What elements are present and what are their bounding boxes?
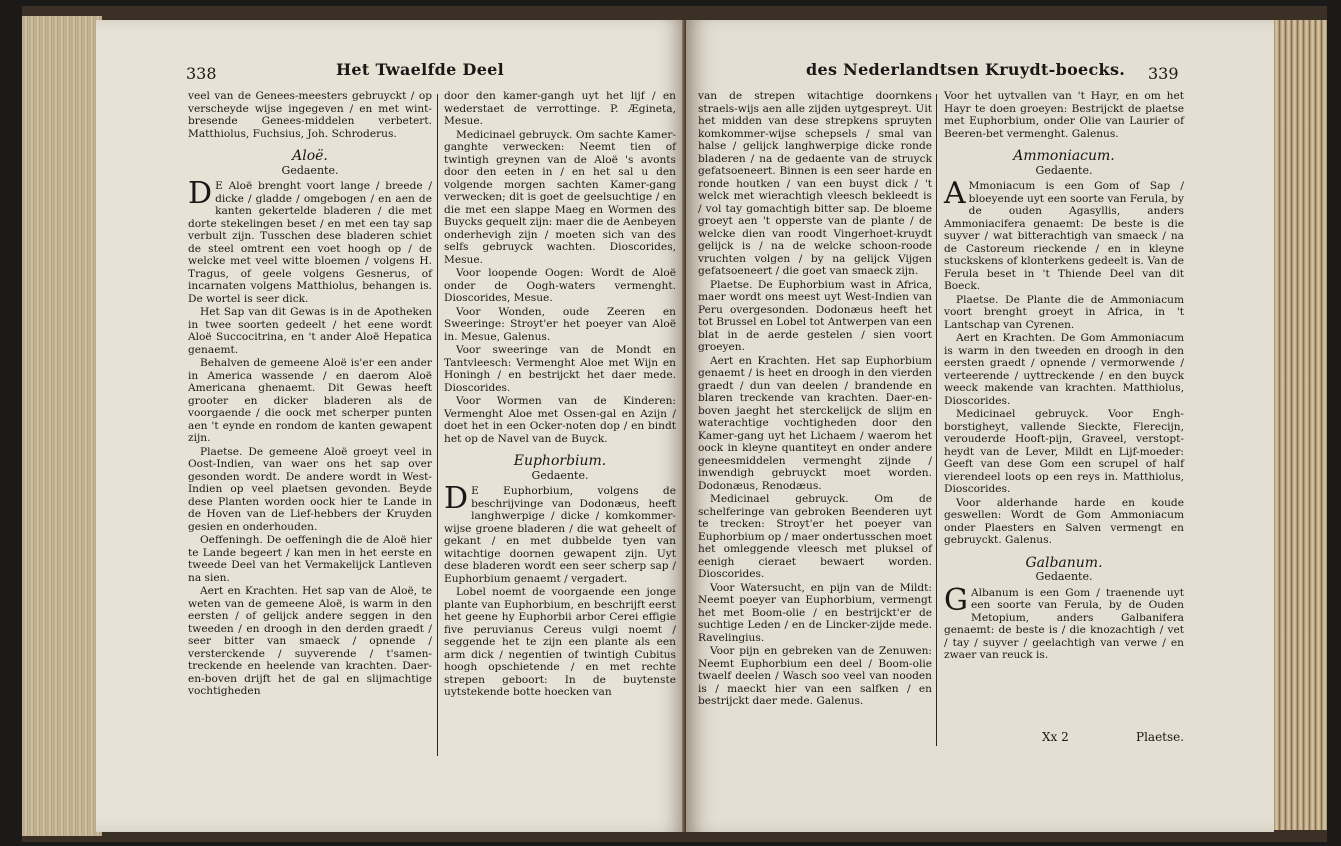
running-head-left: Het Twaelfde Deel [336,60,505,79]
right-column-2 [944,90,1184,663]
section-heading-galbanum: Galbanum. [1025,554,1103,571]
paragraph: Aert en Krachten. Het sap van de Aloë, te weten van de gemeene Aloë, is warm in den eersten / of gelijck andere seggen in den tweeden / en droogh in den derden graedt / seer bitter van smaeck / opnende / versterckende / suyverende / t'samen-treckende en heelende van krachten. Daer-en-boven drijft het de gal en slijmachtige vochtigheden [188,585,432,697]
paragraph: Plaetse. De gemeene Aloë groeyt veel in Oost-Indien, van waer ons het sap over gesonden wordt. De andere wordt in West-Indien op veel plaetsen gevonden. Beyde dese Planten worden oock hier te Lande in de Hoven van de Lief-hebbers der Kruyden gesien en onderhouden. [188,445,432,533]
subheading: Gedaente. [1035,570,1093,583]
column-rule [437,94,438,756]
catchword: Plaetse. [1136,730,1185,744]
paragraph: Medicinael gebruyck. Om de schelferinge van gebroken Beenderen uyt te trecken: Stroyt'er het poeyer van Euphorbium op / maer ondertusschen moet het omleggende vleesch met pluksel of eenigh cieraet bewaert worden. Dioscorides. [698,493,932,580]
paragraph: Aert en Krachten. De Gom Ammoniacum is warm in den tweeden en droogh in den eersten graedt / opnende / vermorwende / verteerende / uyttreckende / en den buyck weeck makende van krachten. Matthiolus, Dioscorides. [944,332,1184,407]
subheading: Gedaente. [1035,163,1093,177]
page-edges-left [22,16,102,836]
left-column-1 [188,90,432,699]
paragraph: Voor alderhande harde en koude geswellen: Wordt de Gom Ammoniacum onder Plaesters en Salven vermengt en gebruyckt. Galenus. [944,496,1184,546]
page-number-right: 339 [1148,64,1179,83]
right-page [686,20,1274,832]
left-page [96,20,686,832]
paragraph: veel van de Genees-meesters gebruyckt / op verscheyde wijse ingegeven / en met wint-bresende Genees-middelen verbetert. Matthiolus, Fuchsius, Joh. Schroderus. [188,90,432,140]
paragraph: Voor Wormen van de Kinderen: Vermenght Aloe met Ossen-gal en Azijn / doet het in een Ocker-noten dop / en bindt het op de Navel van de Buyck. [444,395,676,445]
paragraph: Voor loopende Oogen: Wordt de Aloë onder de Oogh-waters vermenght. Dioscorides, Mesue. [444,267,676,304]
subheading: Gedaente. [281,163,339,177]
paragraph: van de strepen witachtige doornkens straels-wijs aen alle zijden uytgespreyt. Uit het midden van dese strepkens spruyten komkommer-wijse schepsels / smal van halse / gelijck langhwerpige dicke ronde bladeren / na de gedaente van de struyck gefatsoeneert. Binnen is een seer harde en ronde houtken / van een buyst dick / 't welck met wierachtigh vleesch bekleedt is / vol tay gomachtigh bitter sap. De bloeme groeyt aen 't opperste van de plante / de welcke dien van roodt Vingerhoet-kruydt gelijck is / na de welcke schoon-roode vruchten volgen / by na gelijck Vijgen gefatsoeneert / die goet van smaeck zijn. [698,90,932,277]
page-number-left: 338 [186,64,217,83]
paragraph: Medicinael gebruyck. Om sachte Kamer-ganghte verwecken: Neemt tien of twintigh greynen van de Aloë 's avonts door den eeten in / en het sal u den volgende morgen sachten Kamer-gang verwecken; dit is goet de geelsuchtige / en die met een slappe Maeg en Wormen des Buycks gequelt zijn: maer die de Aenbeyen onderhevigh zijn / moeten sich van des selfs gebruyck wachten. Dioscorides, Mesue. [444,128,676,266]
paragraph: Albanum is een Gom / traenende uyt een soorte van Ferula, by de Ouden Metopium, anders Galbanifera genaemt: de beste is / die knozachtigh / vet / tay / suyver / geelachtigh van verwe / en zwaer van reuck is. [944,586,1184,661]
column-rule [936,94,937,746]
paragraph: Voor Wonden, oude Zeeren en Sweeringe: Stroyt'er het poeyer van Aloë in. Mesue, Galenus. [444,305,676,343]
paragraph: Mmoniacum is een Gom of Sap / bloeyende uyt een soorte van Ferula, by de ouden Agasyllis, anders Ammoniacifera genaemt: De beste is die suyver / wat bitterachtigh van smaeck / na de Castoreum rieckende / en in kleyne stuckskens of klonterkens gedeelt is. Van de Ferula beset in 't Thiende Deel van dit Boeck. [944,180,1184,292]
section-heading-aloe: Aloë. [292,148,328,164]
paragraph: E Aloë brenght voort lange / breede / dicke / gladde / omgebogen / en aen de kanten gekertelde bladeren / die met dorte stekelingen beset / en met een tay sap verbult zijn. Tusschen dese bladeren schiet de steel omtrent een voet hoogh op / de welcke met veel witte bloemen / volgens H. Tragus, of geele volgens Gesnerus, of incarnaten volgens Matthiolus, behangen is. De wortel is seer dick. [188,180,432,305]
drop-cap: D [444,481,469,516]
paragraph: Plaetse. De Plante die de Ammoniacum voort brenght groeyt in Africa, in 't Lantschap van Cyrenen. [944,293,1184,331]
paragraph: door den kamer-gangh uyt het lijf / en wederstaet de verrottinge. P. Ægineta, Mesue. [444,90,676,127]
left-column-2 [444,90,676,700]
paragraph: E Euphorbium, volgens de beschrijvinge van Dodonæus, heeft langhwerpige / dicke / komkommer-wijse groene bladeren / die wat geheelt of gekant / en met dubbelde tyen van witachtige doornen gewapent zijn. Uyt dese bladeren wordt een seer scherp sap / Euphorbium genaemt / vergadert. [444,485,676,585]
section-heading-ammoniacum: Ammoniacum. [1013,148,1115,164]
signature-mark: Xx 2 [1042,730,1069,744]
paragraph: Behalven de gemeene Aloë is'er een ander in America wassende / en daerom Aloë Americana ghenaemt. Dit Gewas heeft grooter en dicker bladeren als de voorgaende / die oock met scherper punten aen 't eynde en rondom de kanten gewapent zijn. [188,357,432,444]
drop-cap: D [188,176,213,211]
paragraph: Voor het uytvallen van 't Hayr, en om het Hayr te doen groeyen: Bestrijckt de plaetse met Euphorbium, onder Olie van Laurier of Beeren-bet vermenght. Galenus. [944,90,1184,140]
section-heading-euphorbium: Euphorbium. [513,453,607,469]
paragraph: Voor sweeringe van de Mondt en Tantvleesch: Vermenght Aloe met Wijn en Honingh / en bestrijckt het daer mede. Dioscorides. [444,344,676,394]
book [22,6,1327,842]
drop-cap: G [944,582,968,618]
right-column-1 [698,90,932,709]
paragraph: Plaetse. De Euphorbium wast in Africa, maer wordt ons meest uyt West-Indien van Peru overgesonden. Dodonæus heeft het tot Brussel en Lobel tot Antwerpen van een blat in de aerde gestelen / sien voort groeyen. [698,278,932,353]
paragraph: Voor pijn en gebreken van de Zenuwen: Neemt Euphorbium een deel / Boom-olie twaelf deelen / Wasch soo veel van nooden is / maeckt hier van een salfken / en bestrijckt daer mede. Galenus. [698,645,932,707]
subheading: Gedaente. [531,468,589,482]
paragraph: Aert en Krachten. Het sap Euphorbium genaemt / is heet en droogh in den vierden graedt / dun van deelen / brandende en blaren treckende van krachten. Daer-en-boven jaeght het sterckelijck de slijm en waterachtige vochtigheden door den Kamer-gang uyt het Lichaem / waerom het oock in kleyne quantiteyt en onder andere geneesmiddelen vermenght zijnde / inwendigh gebruyckt moet worden. Dodonæus, Renodæus. [698,354,932,492]
paragraph: Medicinael gebruyck. Voor Engh-borstigheyt, vallende Sieckte, Flerecijn, verouderde Hooft-pijn, Graveel, verstopt-heydt van de Lever, Mildt en Lijf-moeder: Geeft van dese Gom een scrupel of half vierendeel loots op een reys in. Matthiolus, Dioscorides. [944,408,1184,495]
page-edges-right [1267,20,1327,830]
drop-cap: A [944,176,966,211]
paragraph: Oeffeningh. De oeffeningh die de Aloë hier te Lande begeert / kan men in het eerste en tweede Deel van het Vermakelijck Lantleven na sien. [188,534,432,584]
paragraph: Het Sap van dit Gewas is in de Apotheken in twee soorten gedeelt / het eene wordt Aloë Succocitrina, en 't ander Aloë Hepatica genaemt. [188,306,432,356]
paragraph: Voor Watersucht, en pijn van de Mildt: Neemt poeyer van Euphorbium, vermengt het met Boom-olie / en bestrijckt'er de suchtige Leden / en de Lincker-zijde mede. Ravelingius. [698,581,932,644]
running-head-right: des Nederlandtsen Kruydt-boecks. [806,60,1126,79]
paragraph: Lobel noemt de voorgaende een jonge plante van Euphorbium, en beschrijft eerst het geene hy Euphorbii arbor Cerei effigie five peruvianus Cereus vulgi noemt / seggende het te zijn een plante als een arm dick / negentien of twintigh Cubitus hoogh opschietende / en met rechte strepen geboort: In de buytenste uytstekende botte hoecken van [444,586,676,698]
